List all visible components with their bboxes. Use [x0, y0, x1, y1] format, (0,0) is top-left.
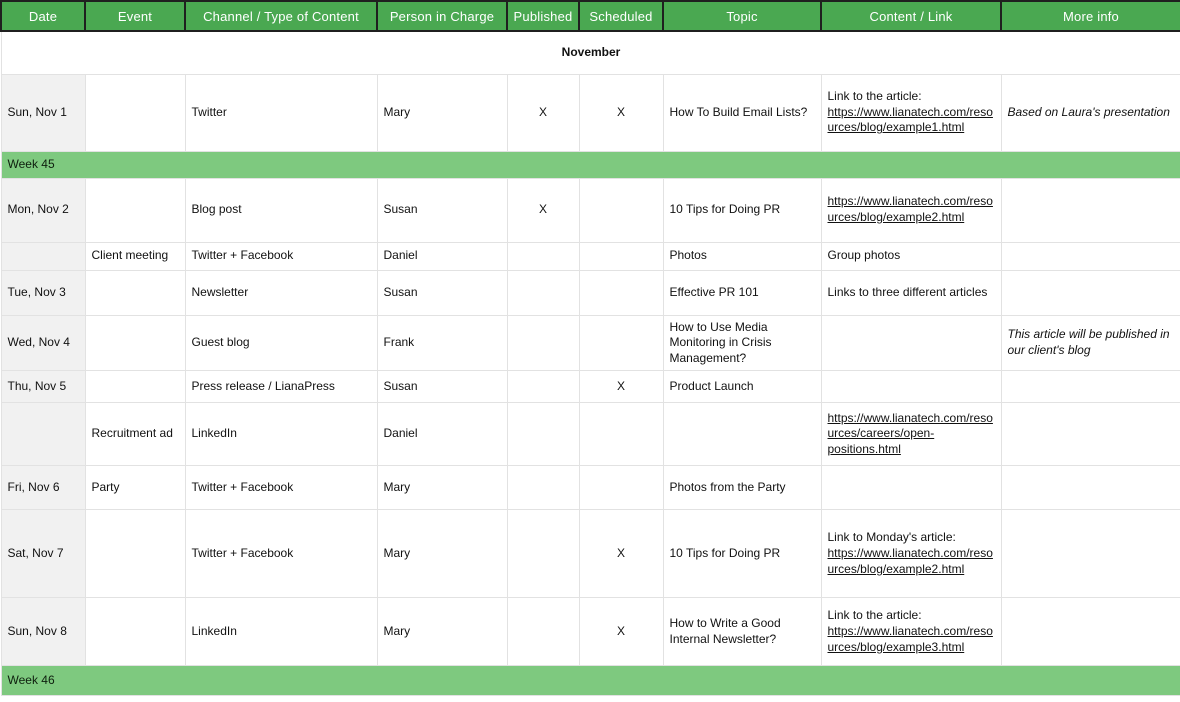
- channel-cell[interactable]: Press release / LianaPress: [185, 371, 377, 403]
- published-flag-cell[interactable]: X: [507, 74, 579, 151]
- event-cell[interactable]: [85, 598, 185, 666]
- scheduled-flag-cell[interactable]: [579, 466, 663, 510]
- table-row: [1, 178, 1180, 242]
- date-cell[interactable]: Sun, Nov 8: [1, 598, 85, 666]
- more-info-cell[interactable]: [1001, 598, 1180, 666]
- content-link-cell[interactable]: [821, 178, 1001, 242]
- content-link-cell[interactable]: [821, 598, 1001, 666]
- more-info-cell[interactable]: [1001, 242, 1180, 270]
- content-link[interactable]: https://www.lianatech.com/resources/blog/example3.html: [827, 623, 993, 654]
- date-cell[interactable]: Sun, Nov 1: [1, 74, 85, 151]
- column-header-0[interactable]: Date: [1, 1, 85, 31]
- month-row: [1, 31, 1180, 74]
- content-link-cell[interactable]: [821, 315, 1001, 371]
- published-flag-cell[interactable]: [507, 510, 579, 598]
- scheduled-flag-cell[interactable]: X: [579, 371, 663, 403]
- more-info-cell[interactable]: [1001, 403, 1180, 466]
- topic-cell[interactable]: 10 Tips for Doing PR: [663, 178, 821, 242]
- table-row: [1, 74, 1180, 151]
- topic-cell[interactable]: Effective PR 101: [663, 270, 821, 315]
- scheduled-flag-cell[interactable]: X: [579, 74, 663, 151]
- date-cell[interactable]: Wed, Nov 4: [1, 315, 85, 371]
- scheduled-flag-cell[interactable]: [579, 315, 663, 371]
- scheduled-flag-cell[interactable]: [579, 403, 663, 466]
- person-in-charge-cell[interactable]: Mary: [377, 466, 507, 510]
- event-cell[interactable]: Client meeting: [85, 242, 185, 270]
- published-flag-cell[interactable]: [507, 270, 579, 315]
- content-link-cell[interactable]: [821, 270, 1001, 315]
- person-in-charge-cell[interactable]: Daniel: [377, 403, 507, 466]
- date-cell[interactable]: [1, 403, 85, 466]
- person-in-charge-cell[interactable]: Susan: [377, 178, 507, 242]
- table-row: [1, 510, 1180, 598]
- table-row: [1, 371, 1180, 403]
- event-cell[interactable]: [85, 74, 185, 151]
- date-cell[interactable]: Thu, Nov 5: [1, 371, 85, 403]
- column-header-1[interactable]: Event: [85, 1, 185, 31]
- column-header-6[interactable]: Topic: [663, 1, 821, 31]
- topic-cell[interactable]: How To Build Email Lists?: [663, 74, 821, 151]
- person-in-charge-cell[interactable]: Mary: [377, 510, 507, 598]
- published-flag-cell[interactable]: [507, 242, 579, 270]
- event-cell[interactable]: [85, 178, 185, 242]
- table-row: [1, 315, 1180, 371]
- topic-cell[interactable]: Photos from the Party: [663, 466, 821, 510]
- column-header-5[interactable]: Scheduled: [579, 1, 663, 31]
- table-row: [1, 598, 1180, 666]
- content-link-cell[interactable]: [821, 466, 1001, 510]
- more-info-cell[interactable]: [1001, 178, 1180, 242]
- date-cell[interactable]: Fri, Nov 6: [1, 466, 85, 510]
- table-row: [1, 270, 1180, 315]
- person-in-charge-cell[interactable]: Susan: [377, 270, 507, 315]
- published-flag-cell[interactable]: [507, 598, 579, 666]
- published-flag-cell[interactable]: [507, 403, 579, 466]
- channel-cell[interactable]: LinkedIn: [185, 403, 377, 466]
- week-label-cell[interactable]: Week 45: [1, 151, 1180, 178]
- channel-cell[interactable]: Newsletter: [185, 270, 377, 315]
- topic-cell[interactable]: Photos: [663, 242, 821, 270]
- week-separator-row: [1, 151, 1180, 178]
- published-flag-cell[interactable]: [507, 371, 579, 403]
- topic-cell[interactable]: [663, 403, 821, 466]
- content-link[interactable]: https://www.lianatech.com/resources/careers/open-positions.html: [827, 410, 993, 457]
- topic-cell[interactable]: Product Launch: [663, 371, 821, 403]
- scheduled-flag-cell[interactable]: [579, 270, 663, 315]
- channel-cell[interactable]: Twitter + Facebook: [185, 466, 377, 510]
- person-in-charge-cell[interactable]: Daniel: [377, 242, 507, 270]
- event-cell[interactable]: Party: [85, 466, 185, 510]
- content-link-cell[interactable]: [821, 74, 1001, 151]
- content-link-cell[interactable]: [821, 371, 1001, 403]
- more-info-cell[interactable]: Based on Laura's presentation: [1001, 74, 1180, 151]
- published-flag-cell[interactable]: [507, 315, 579, 371]
- content-text: Group photos: [827, 248, 901, 263]
- header-row: [1, 1, 1180, 31]
- content-text: Link to the article:: [827, 89, 922, 104]
- date-cell[interactable]: Mon, Nov 2: [1, 178, 85, 242]
- content-link-cell[interactable]: [821, 403, 1001, 466]
- event-cell[interactable]: [85, 315, 185, 371]
- column-header-2[interactable]: Channel / Type of Content: [185, 1, 377, 31]
- scheduled-flag-cell[interactable]: X: [579, 598, 663, 666]
- channel-cell[interactable]: Blog post: [185, 178, 377, 242]
- table-row: [1, 403, 1180, 466]
- content-link-cell[interactable]: [821, 242, 1001, 270]
- date-cell[interactable]: Tue, Nov 3: [1, 270, 85, 315]
- content-text: Link to Monday's article:: [827, 530, 956, 545]
- more-info-cell[interactable]: [1001, 270, 1180, 315]
- published-flag-cell[interactable]: X: [507, 178, 579, 242]
- scheduled-flag-cell[interactable]: X: [579, 510, 663, 598]
- event-cell[interactable]: [85, 270, 185, 315]
- content-text: Links to three different articles: [827, 284, 988, 299]
- table-row: [1, 466, 1180, 510]
- more-info-cell[interactable]: [1001, 466, 1180, 510]
- content-text: Link to the article:: [827, 608, 922, 623]
- content-link[interactable]: https://www.lianatech.com/resources/blog/example2.html: [827, 545, 993, 576]
- week-label-cell[interactable]: Week 46: [1, 666, 1180, 696]
- column-header-7[interactable]: Content / Link: [821, 1, 1001, 31]
- scheduled-flag-cell[interactable]: [579, 178, 663, 242]
- scheduled-flag-cell[interactable]: [579, 242, 663, 270]
- channel-cell[interactable]: Twitter: [185, 74, 377, 151]
- person-in-charge-cell[interactable]: Mary: [377, 74, 507, 151]
- event-cell[interactable]: [85, 371, 185, 403]
- column-header-8[interactable]: More info: [1001, 1, 1180, 31]
- topic-cell[interactable]: 10 Tips for Doing PR: [663, 510, 821, 598]
- content-link[interactable]: https://www.lianatech.com/resources/blog/example1.html: [827, 104, 993, 135]
- topic-cell[interactable]: How to Write a Good Internal Newsletter?: [663, 598, 821, 666]
- published-flag-cell[interactable]: [507, 466, 579, 510]
- topic-cell[interactable]: How to Use Media Monitoring in Crisis Management?: [663, 315, 821, 371]
- channel-cell[interactable]: Twitter + Facebook: [185, 510, 377, 598]
- event-cell[interactable]: [85, 510, 185, 598]
- person-in-charge-cell[interactable]: Mary: [377, 598, 507, 666]
- person-in-charge-cell[interactable]: Frank: [377, 315, 507, 371]
- table-row: [1, 242, 1180, 270]
- date-cell[interactable]: [1, 242, 85, 270]
- more-info-cell[interactable]: [1001, 510, 1180, 598]
- channel-cell[interactable]: Guest blog: [185, 315, 377, 371]
- date-cell[interactable]: Sat, Nov 7: [1, 510, 85, 598]
- column-header-3[interactable]: Person in Charge: [377, 1, 507, 31]
- channel-cell[interactable]: Twitter + Facebook: [185, 242, 377, 270]
- channel-cell[interactable]: LinkedIn: [185, 598, 377, 666]
- week-separator-row: [1, 666, 1180, 696]
- column-header-4[interactable]: Published: [507, 1, 579, 31]
- content-link-cell[interactable]: [821, 510, 1001, 598]
- event-cell[interactable]: Recruitment ad: [85, 403, 185, 466]
- more-info-cell[interactable]: [1001, 371, 1180, 403]
- more-info-cell[interactable]: This article will be published in our client's blog: [1001, 315, 1180, 371]
- month-header-cell[interactable]: November: [1, 31, 1180, 74]
- content-link[interactable]: https://www.lianatech.com/resources/blog/example2.html: [827, 194, 993, 224]
- person-in-charge-cell[interactable]: Susan: [377, 371, 507, 403]
